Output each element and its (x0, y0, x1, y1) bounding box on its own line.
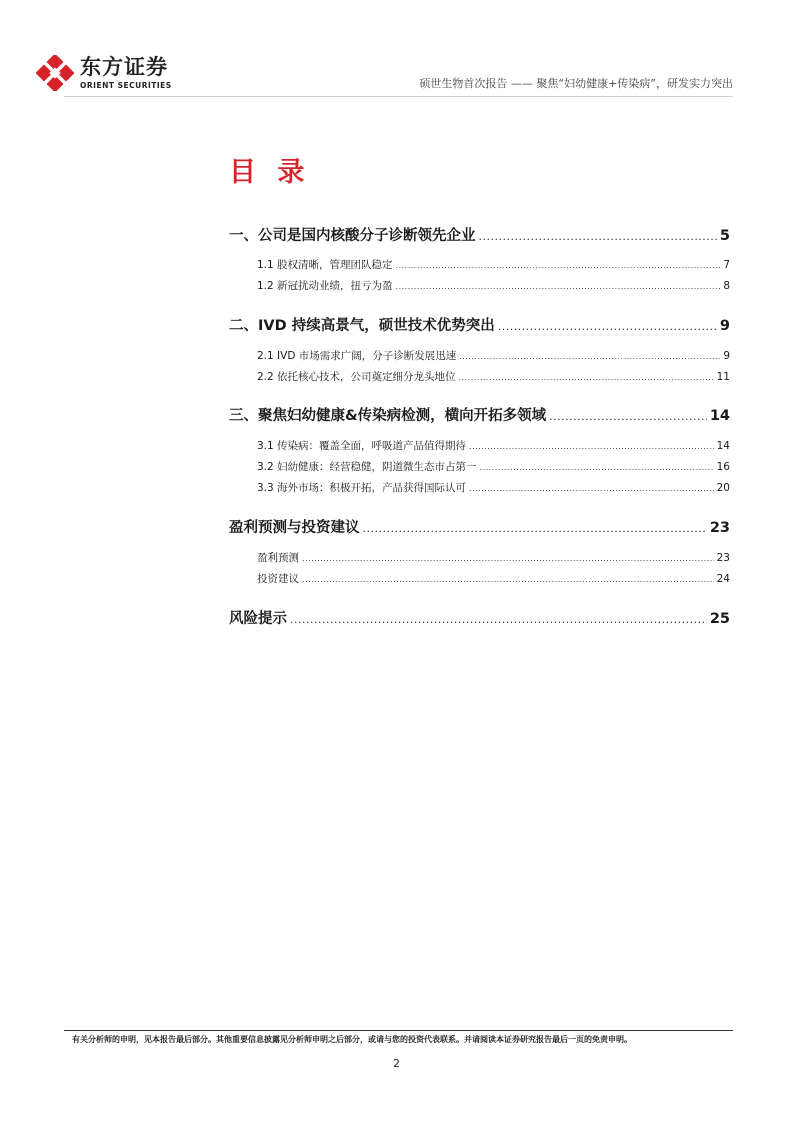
toc-entry-page: 24 (716, 573, 730, 585)
toc-entry-3-2[interactable] (257, 459, 730, 476)
toc-leader-dots (498, 317, 717, 337)
toc-entry-page: 25 (709, 611, 730, 627)
page-number: 2 (393, 1057, 400, 1070)
toc-leader-dots (459, 349, 720, 365)
toc-entry-risk[interactable] (229, 609, 730, 630)
toc-entry-1-2[interactable] (257, 278, 730, 295)
footer-disclaimer: 有关分析师的申明，见本报告最后部分。其他重要信息披露见分析师申明之后部分，或请与您的投资代表联系。并请阅读本证券研究报告最后一页的免责申明。 (72, 1035, 632, 1044)
toc-entry-3-1[interactable] (257, 438, 730, 455)
toc-leader-dots (302, 572, 714, 588)
orient-securities-logo-icon (36, 55, 74, 91)
toc-entry-title: 2.1 IVD 市场需求广阔，分子诊断发展迅速 (257, 350, 457, 362)
toc-leader-dots (396, 258, 721, 274)
toc-entry-page: 14 (709, 408, 730, 424)
toc-entry-title: 风险提示 (229, 611, 287, 627)
toc-entry-page: 23 (716, 552, 730, 564)
toc-entry-investment-advice[interactable] (257, 571, 730, 588)
toc-entry-title: 3.1 传染病：覆盖全面，呼吸道产品值得期待 (257, 440, 467, 452)
logo-text-cn: 东方证券 (80, 55, 168, 79)
page-header (0, 0, 793, 100)
toc-entry-title: 3.2 妇幼健康：经营稳健，阴道微生态市占第一 (257, 461, 477, 473)
toc-entry-title: 3.3 海外市场：积极开拓，产品获得国际认可 (257, 482, 467, 494)
toc-leader-dots (469, 439, 714, 455)
toc-entry-page: 9 (723, 350, 730, 362)
toc-entry-forecast[interactable] (257, 550, 730, 567)
toc-entry-title: 1.1 股权清晰，管理团队稳定 (257, 259, 393, 271)
toc-entry-title: 盈利预测与投资建议 (229, 520, 360, 536)
toc-entry-title: 1.2 新冠扰动业绩，扭亏为盈 (257, 280, 393, 292)
toc-entry-forecast-advice[interactable] (229, 518, 730, 539)
toc-entry-page: 5 (719, 228, 730, 244)
toc-entry-page: 11 (716, 371, 730, 383)
toc-leader-dots (480, 460, 714, 476)
toc-leader-dots (469, 481, 714, 497)
toc-entry-title: 二、IVD 持续高景气，硕世技术优势突出 (229, 318, 495, 334)
toc-entry-page: 16 (716, 461, 730, 473)
toc-entry-2-1[interactable] (257, 348, 730, 365)
toc-entry-page: 14 (716, 440, 730, 452)
toc-leader-dots (363, 519, 707, 539)
header-divider (64, 96, 733, 97)
logo-text-en: ORIENT SECURITIES (80, 81, 172, 90)
toc-leader-dots (549, 407, 707, 427)
toc-leader-dots (290, 610, 707, 630)
toc-entry-title: 三、聚焦妇幼健康&传染病检测，横向开拓多领域 (229, 408, 547, 424)
report-title: 硕世生物首次报告 —— 聚焦“妇幼健康+传染病”，研发实力突出 (419, 77, 733, 90)
toc-entry-page: 23 (709, 520, 730, 536)
toc-leader-dots (459, 370, 714, 386)
toc-entry-1-1[interactable] (257, 257, 730, 274)
toc-entry-3-3[interactable] (257, 480, 730, 497)
toc-entry-section-1[interactable] (229, 226, 730, 247)
toc-leader-dots (396, 279, 721, 295)
toc-entry-page: 9 (719, 318, 730, 334)
toc-leader-dots (302, 551, 714, 567)
toc-entry-page: 7 (723, 259, 730, 271)
toc-entry-2-2[interactable] (257, 369, 730, 386)
toc-entry-section-2[interactable] (229, 316, 730, 337)
toc-entry-title: 2.2 依托核心技术，公司奠定细分龙头地位 (257, 371, 456, 383)
toc-entry-title: 一、公司是国内核酸分子诊断领先企业 (229, 228, 476, 244)
toc-entry-page: 8 (723, 280, 730, 292)
footer-divider (64, 1030, 733, 1031)
toc-heading: 目 录 (229, 157, 311, 188)
toc-entry-title: 投资建议 (257, 573, 299, 585)
toc-entry-page: 20 (716, 482, 730, 494)
toc-entry-section-3[interactable] (229, 406, 730, 427)
toc-entry-title: 盈利预测 (257, 552, 299, 564)
toc-leader-dots (479, 227, 717, 247)
